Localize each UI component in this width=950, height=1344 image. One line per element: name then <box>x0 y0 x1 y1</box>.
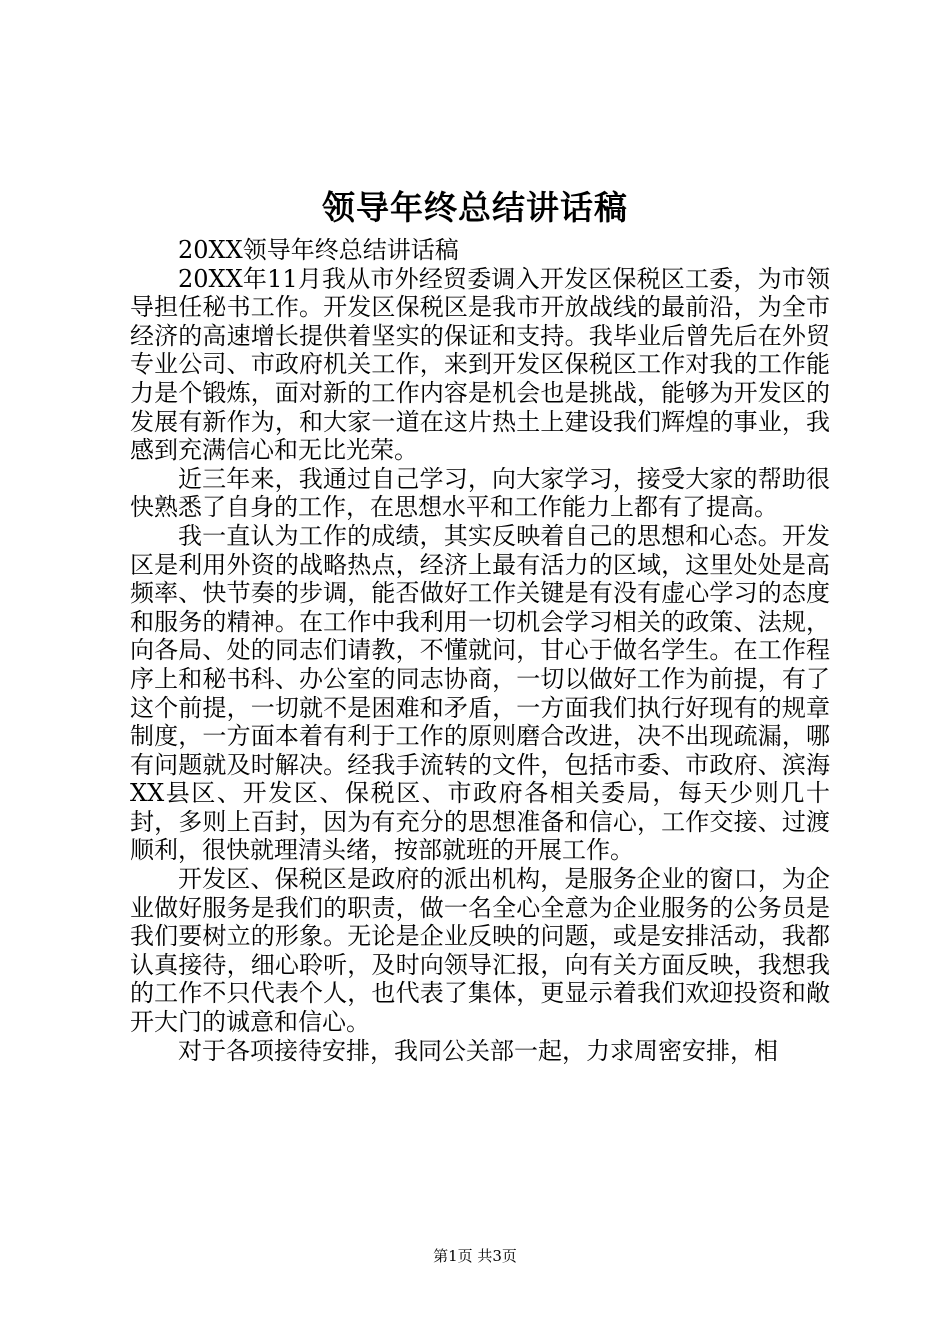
document-body <box>130 236 830 1065</box>
paragraph: 近三年来，我通过自己学习，向大家学习，接受大家的帮助很快熟悉了自身的工作，在思想水平和工作能力上都有了提高。 <box>130 464 830 522</box>
paragraph: 20XX年11月我从市外经贸委调入开发区保税区工委，为市领导担任秘书工作。开发区保税区是我市开放战线的最前沿，为全市经济的高速增长提供着坚实的保证和支持。我毕业后曾先后在外贸专业公司、市政府机关工作，来到开发区保税区工作对我的工作能力是个锻炼，面对新的工作内容是机会也是挑战，能够为开发区的发展有新作为，和大家一道在这片热土上建设我们辉煌的事业，我感到充满信心和无比光荣。 <box>130 264 830 465</box>
document-title: 领导年终总结讲话稿 <box>322 188 628 227</box>
page-number-footer: 第1页 共3页 <box>433 1247 517 1265</box>
paragraph: 对于各项接待安排，我同公关部一起，力求周密安排，相 <box>178 1036 778 1065</box>
paragraph: 开发区、保税区是政府的派出机构，是服务企业的窗口，为企业做好服务是我们的职责，做一名全心全意为企业服务的公务员是我们要树立的形象。无论是企业反映的问题，或是安排活动，我都认真接待，细心聆听，及时向领导汇报，向有关方面反映，我想我的工作不只代表个人，也代表了集体，更显示着我们欢迎投资和敞开大门的诚意和信心。 <box>130 865 830 1037</box>
paragraph: 我一直认为工作的成绩，其实反映着自己的思想和心态。开发区是利用外资的战略热点，经济上最有活力的区域，这里处处是高频率、快节奏的步调，能否做好工作关键是有没有虚心学习的态度和服务的精神。在工作中我利用一切机会学习相关的政策、法规，向各局、处的同志们请教，不懂就问，甘心于做名学生。在工作程序上和秘书科、办公室的同志协商，一切以做好工作为前提，有了这个前提，一切就不是困难和矛盾，一方面我们执行好现有的规章制度，一方面本着有利于工作的原则磨合改进，决不出现疏漏，哪有问题就及时解决。经我手流转的文件，包括市委、市政府、滨海XX县区、开发区、保税区、市政府各相关委局，每天少则几十封，多则上百封，因为有充分的思想准备和信心，工作交接、过渡顺利，很快就理清头绪，按部就班的开展工作。 <box>130 521 830 865</box>
paragraph-subtitle: 20XX领导年终总结讲话稿 <box>178 236 459 264</box>
